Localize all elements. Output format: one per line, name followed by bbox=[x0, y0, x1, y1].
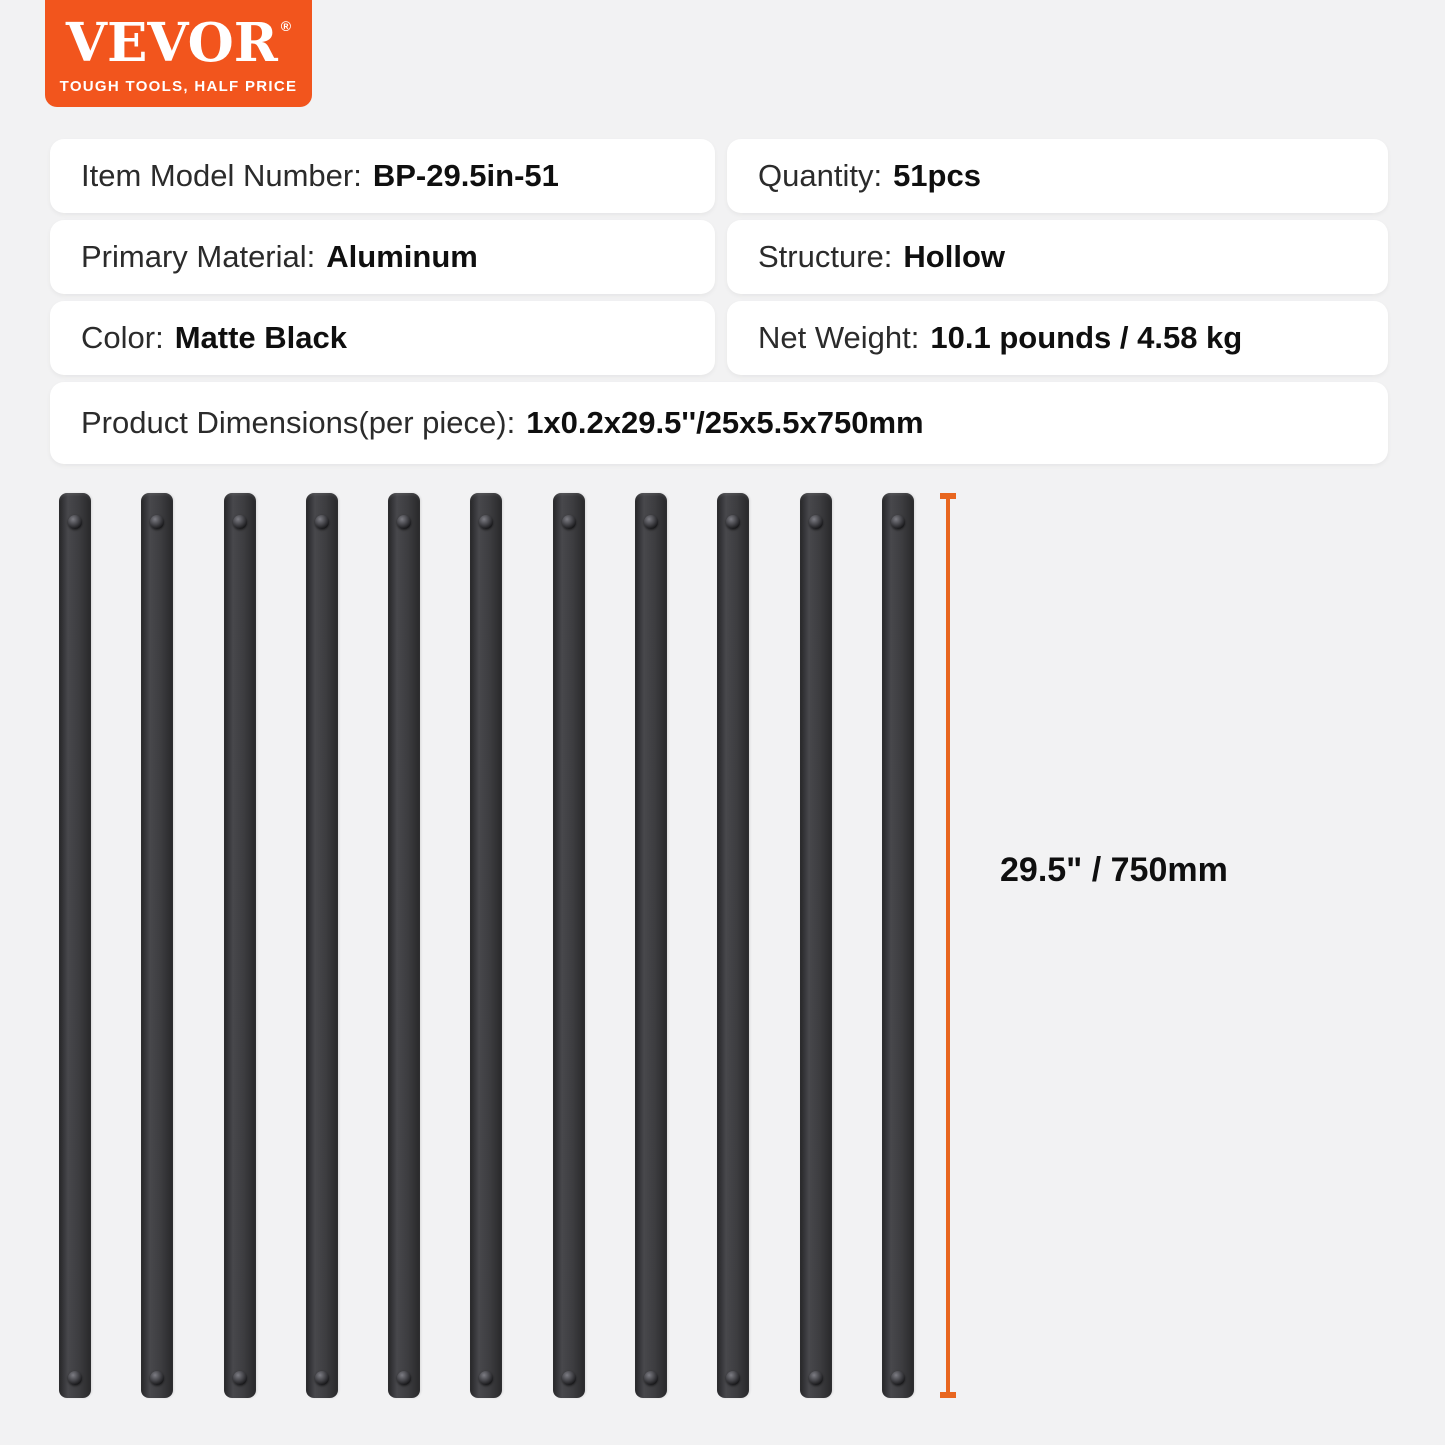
spec-item-model-number bbox=[50, 139, 715, 213]
screw-bottom-icon bbox=[891, 1371, 905, 1385]
baluster-bar bbox=[470, 493, 502, 1398]
vevor-wordmark-row bbox=[65, 11, 292, 74]
spec-net-weight bbox=[727, 301, 1388, 375]
spec-grid bbox=[50, 139, 1388, 464]
baluster-bar bbox=[553, 493, 585, 1398]
spec-product-dimensions bbox=[50, 382, 1388, 464]
spec-label: Primary Material: bbox=[81, 239, 316, 274]
screw-bottom-icon bbox=[726, 1371, 740, 1385]
screw-top-icon bbox=[397, 515, 411, 529]
screw-top-icon bbox=[315, 515, 329, 529]
screw-top-icon bbox=[68, 515, 82, 529]
screw-top-icon bbox=[233, 515, 247, 529]
spec-value: Matte Black bbox=[174, 320, 347, 355]
spec-value: 51pcs bbox=[893, 158, 981, 193]
spec-value: Aluminum bbox=[326, 239, 478, 274]
screw-bottom-icon bbox=[479, 1371, 493, 1385]
screw-top-icon bbox=[150, 515, 164, 529]
screw-bottom-icon bbox=[562, 1371, 576, 1385]
dimension-label: 29.5" / 750mm bbox=[1000, 851, 1228, 889]
spec-primary-material bbox=[50, 220, 715, 294]
spec-quantity bbox=[727, 139, 1388, 213]
screw-top-icon bbox=[891, 515, 905, 529]
screw-bottom-icon bbox=[315, 1371, 329, 1385]
screw-top-icon bbox=[644, 515, 658, 529]
balusters-group bbox=[59, 493, 914, 1398]
spec-value: 10.1 pounds / 4.58 kg bbox=[930, 320, 1243, 355]
screw-bottom-icon bbox=[397, 1371, 411, 1385]
spec-value: 1x0.2x29.5''/25x5.5x750mm bbox=[526, 405, 924, 440]
screw-top-icon bbox=[809, 515, 823, 529]
baluster-bar bbox=[59, 493, 91, 1398]
brand-tagline: TOUGH TOOLS, HALF PRICE bbox=[59, 77, 298, 95]
spec-value: Hollow bbox=[903, 239, 1005, 274]
screw-bottom-icon bbox=[150, 1371, 164, 1385]
screw-bottom-icon bbox=[233, 1371, 247, 1385]
spec-label: Color: bbox=[81, 320, 164, 355]
baluster-bar bbox=[388, 493, 420, 1398]
vevor-logo bbox=[45, 0, 312, 107]
baluster-bar bbox=[306, 493, 338, 1398]
baluster-bar bbox=[882, 493, 914, 1398]
baluster-bar bbox=[635, 493, 667, 1398]
spec-label: Quantity: bbox=[758, 158, 883, 193]
vevor-wordmark: VEVOR bbox=[65, 11, 278, 74]
baluster-bar bbox=[224, 493, 256, 1398]
screw-top-icon bbox=[562, 515, 576, 529]
screw-top-icon bbox=[726, 515, 740, 529]
spec-label: Structure: bbox=[758, 239, 893, 274]
screw-top-icon bbox=[479, 515, 493, 529]
spec-value: BP-29.5in-51 bbox=[372, 158, 559, 193]
baluster-bar bbox=[717, 493, 749, 1398]
spec-color bbox=[50, 301, 715, 375]
screw-bottom-icon bbox=[644, 1371, 658, 1385]
registered-trademark-icon: ® bbox=[280, 17, 292, 34]
spec-label: Net Weight: bbox=[758, 320, 920, 355]
screw-bottom-icon bbox=[68, 1371, 82, 1385]
spec-structure bbox=[727, 220, 1388, 294]
screw-bottom-icon bbox=[809, 1371, 823, 1385]
spec-label: Product Dimensions(per piece): bbox=[81, 405, 516, 440]
spec-label: Item Model Number: bbox=[81, 158, 362, 193]
dimension-line bbox=[946, 493, 950, 1398]
baluster-bar bbox=[800, 493, 832, 1398]
baluster-bar bbox=[141, 493, 173, 1398]
